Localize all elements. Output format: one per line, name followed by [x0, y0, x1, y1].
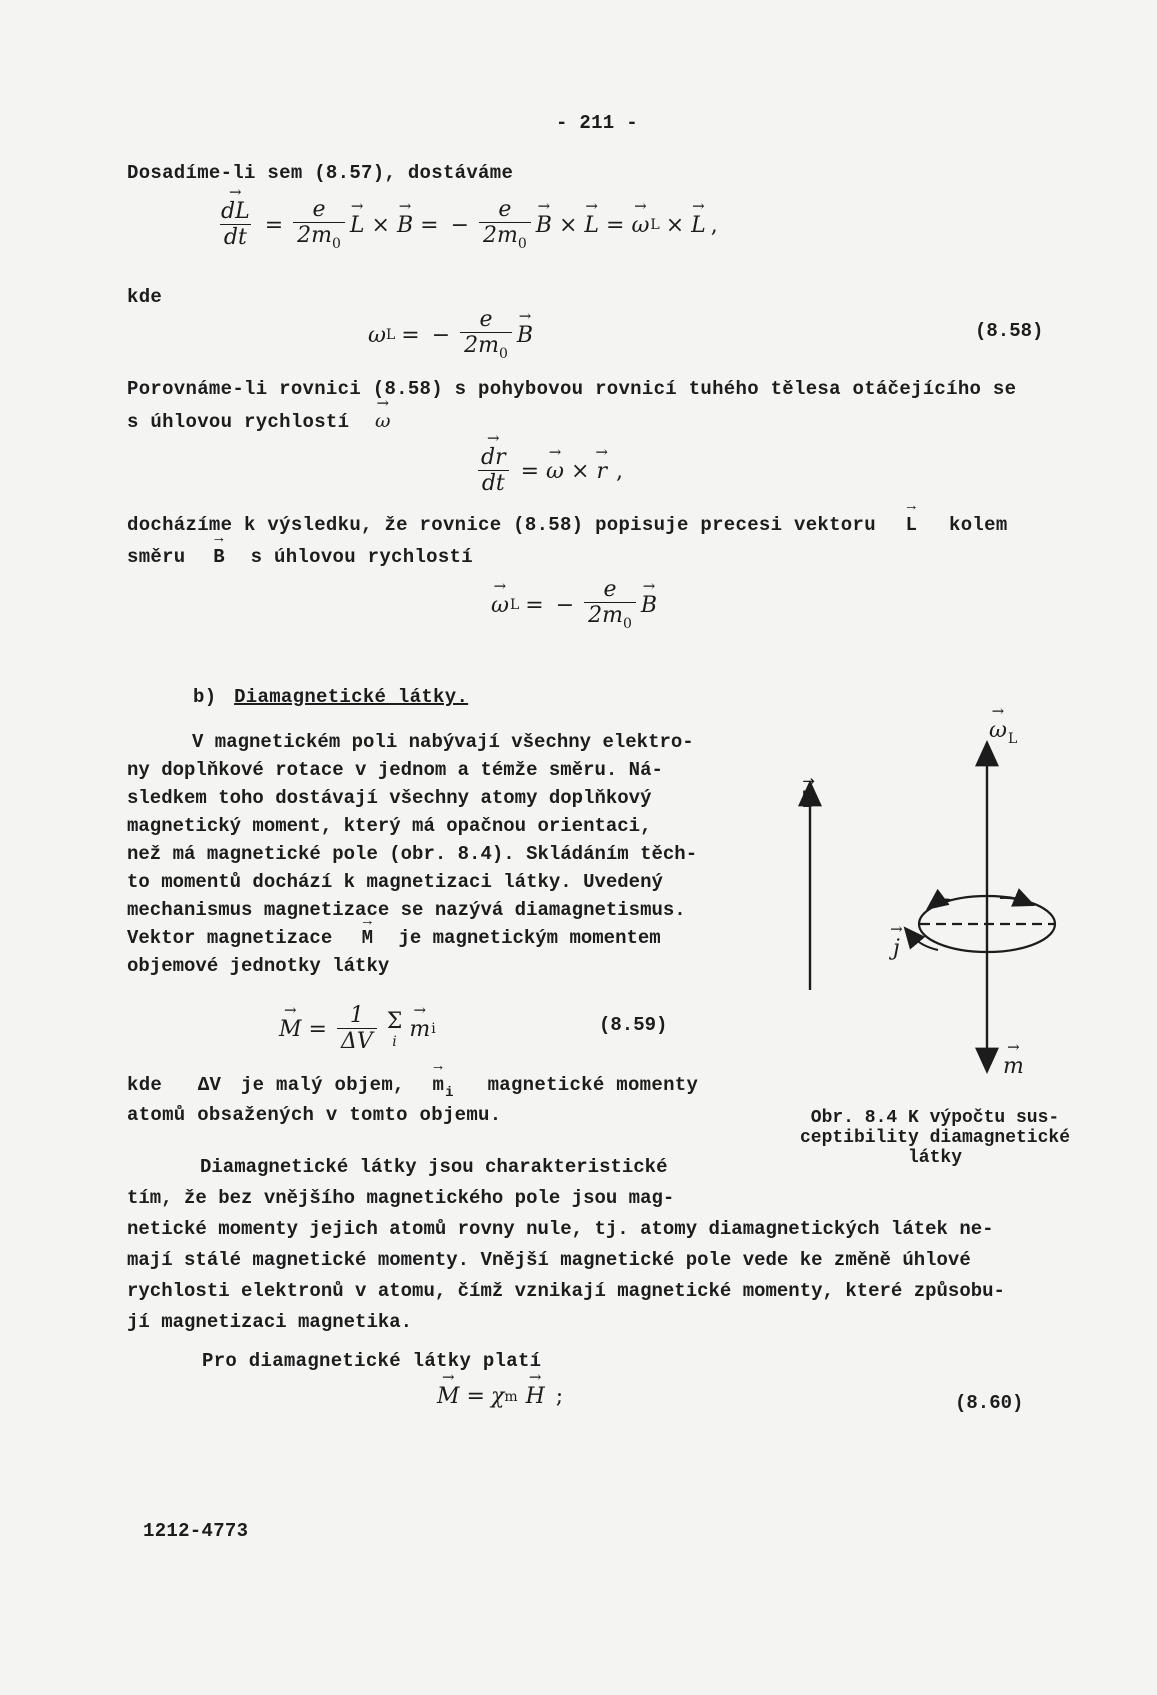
paragraph-line: tím, že bez vnějšího magnetického pole jsou mag- [127, 1187, 675, 1209]
page-number: - 211 - [556, 112, 638, 134]
vector-j: → j [893, 936, 900, 961]
denominator-2m: 2m [588, 603, 623, 629]
paragraph-line [127, 924, 697, 952]
numerator-1: 1 [349, 1003, 364, 1028]
paragraph-line: to momentů dochází k magnetizaci látky. Uvedený [127, 871, 663, 893]
subscript-l: L [385, 327, 396, 344]
paragraph-line: mají stálé magnetické momenty. Vnější magnetické pole vede ke změně úhlové [127, 1249, 971, 1271]
vector-b: → B [801, 788, 816, 813]
denominator-dt: dt [478, 470, 509, 496]
paragraph-law-intro: Pro diamagnetické látky platí [202, 1350, 542, 1372]
vector-m: → M [279, 1017, 302, 1042]
equation-8-60: → M = χ m → H ; [436, 1384, 563, 1409]
definition-line-1 [127, 1074, 698, 1101]
comparison-text: s úhlovou rychlostí [127, 411, 350, 433]
vector-l: → L [350, 213, 365, 238]
subscript-i: i [445, 1085, 454, 1101]
subscript-i: i [431, 1021, 436, 1038]
result-text-angular: s úhlovou rychlostí [250, 546, 473, 568]
vector-dl: → dL [221, 200, 250, 224]
vector-l: → L [691, 213, 706, 238]
subscript-m: m [504, 1388, 518, 1405]
summation [387, 1009, 403, 1050]
vector-b: → B [517, 323, 533, 348]
denominator-dt: dt [220, 224, 251, 250]
label-omega-l [988, 718, 1017, 747]
symbol-chi: χ [490, 1384, 505, 1409]
equation-torque: → $\frac{dL}{dt}$ = $\frac{e}{2m_0}$ → L × → B = − $\frac{e}{2m_0}$ → B × → L = → ω L × → L , [212, 198, 718, 252]
caption-line: Obr. 8.4 K výpočtu sus- [810, 1108, 1060, 1128]
equation-semicolon: ; [555, 1384, 564, 1409]
paragraph-line: sledkem toho dostávají všechny atomy doplňkový [127, 787, 652, 809]
paragraph-text: Vektor magnetizace [127, 927, 333, 949]
equation-comma: , [615, 458, 623, 484]
label-m [1002, 1054, 1025, 1079]
subscript-l: L [509, 597, 520, 614]
paragraph-line: rychlosti elektronů v atomu, čímž vznikají magnetické momenty, které způsobu- [127, 1280, 1005, 1302]
comparison-line-1: Porovnáme-li rovnici (8.58) s pohybovou rovnicí tuhého tělesa otáčejícího se [127, 378, 1017, 400]
equation-number-8-59: (8.59) [599, 1014, 668, 1036]
fraction-e-2m-second: $\frac{e}{2m_0}$ [479, 198, 531, 252]
vector-m: → m [1003, 1054, 1024, 1079]
denominator-2m: 2m [483, 223, 518, 249]
result-line-2 [127, 546, 473, 568]
label-j [892, 936, 901, 961]
summation-index: i [392, 1033, 397, 1050]
denominator-dv: ΔV [337, 1028, 377, 1054]
vector-dr: → dr [481, 446, 506, 470]
paragraph-line: Diamagnetické látky jsou charakteristické [200, 1156, 668, 1178]
paragraph-line: ny doplňkové rotace v jednom a témže směru. Ná- [127, 759, 663, 781]
vector-h: → H [526, 1384, 545, 1409]
symbol-omega: ω [368, 322, 386, 348]
equation-number-8-58: (8.58) [975, 320, 1044, 342]
equation-8-59: → M = $\frac{1}{\Delta V}$ Σ i → m i [278, 1004, 436, 1054]
vector-m: → m [432, 1074, 444, 1096]
result-text: docházíme k výsledku, že rovnice (8.58) popisuje precesi vektoru [127, 514, 876, 536]
paragraph-diamagnetic-properties [127, 1152, 1005, 1338]
vector-omega: → ω [631, 213, 649, 238]
definition-line-2: atomů obsažených v tomto objemu. [127, 1104, 502, 1126]
paragraph-line: magnetický moment, který má opačnou orientaci, [127, 815, 652, 837]
symbol-delta-v: ΔV [197, 1074, 222, 1096]
result-text-direction: směru [127, 546, 186, 568]
fraction-1-dv [337, 1004, 377, 1054]
comparison-line-2 [127, 410, 392, 433]
section-heading [193, 686, 468, 708]
orbit-direction-arrow [1000, 898, 1026, 902]
numerator-e: e [498, 197, 512, 222]
label-b [800, 788, 817, 813]
caption-line: látky [907, 1148, 962, 1168]
result-text-end: kolem [949, 514, 1008, 536]
fraction-e-2m: $\frac{e}{2m_0}$ [584, 578, 636, 632]
paragraph-text: je magnetickým momentem [398, 927, 661, 949]
fraction-e-2m: $\frac{e}{2m_0}$ [460, 308, 512, 362]
paragraph-line: objemové jednotky látky [127, 955, 390, 977]
equation-rigid-body: → $\frac{dr}{dt}$ = → ω × → r , [472, 446, 623, 496]
caption-line: ceptibility diamagnetické [799, 1128, 1071, 1148]
paragraph-diamagnetism [127, 728, 697, 980]
equation-number-8-60: (8.60) [955, 1392, 1024, 1414]
numerator-e: e [479, 307, 493, 332]
paragraph-line: V magnetickém poli nabývají všechny elektro- [192, 731, 694, 753]
vector-l: → L [906, 514, 918, 536]
vector-b: → B [397, 213, 413, 238]
vector-l: → L [584, 213, 599, 238]
word-kde: kde [127, 286, 163, 308]
vector-omega: → ω [546, 459, 564, 484]
definition-text: magnetické momenty [487, 1074, 699, 1096]
vector-r: → r [596, 459, 607, 484]
vector-b: → B [213, 546, 225, 568]
paragraph-line: než má magnetické pole (obr. 8.4). Skládáním těch- [127, 843, 698, 865]
fraction-dl-dt [216, 200, 255, 250]
definition-text: je malý objem, [240, 1074, 405, 1096]
paragraph-line: netické momenty jejich atomů rovny nule, tj. atomy diamagnetických látek ne- [127, 1218, 994, 1240]
equation-8-58: ω L = − $\frac{e}{2m_0}$ → B [368, 308, 534, 362]
denominator-2m: 2m [297, 223, 332, 249]
result-line-1 [127, 514, 1008, 536]
subscript-l: L [1007, 731, 1018, 747]
fraction-e-2m: $\frac{e}{2m_0}$ [293, 198, 345, 252]
vector-omega: → ω [989, 718, 1007, 743]
vector-omega: → ω [491, 593, 509, 618]
vector-m: → m [409, 1017, 430, 1042]
summation-sign: Σ [386, 1008, 403, 1034]
word-kde: kde [127, 1074, 163, 1096]
vector-m: → M [362, 924, 373, 952]
intro-line: Dosadíme-li sem (8.57), dostáváme [127, 162, 514, 184]
denominator-2m: 2m [464, 333, 499, 359]
equation-comma: , [710, 212, 718, 238]
section-label: b) [193, 686, 217, 708]
subscript-l: L [650, 217, 660, 234]
fraction-dr-dt [476, 446, 511, 496]
numerator-e: e [312, 197, 326, 222]
equation-larmor: → ω L = − $\frac{e}{2m_0}$ → B [490, 578, 658, 632]
vector-omega: → ω [375, 410, 391, 432]
vector-m: → M [437, 1384, 460, 1409]
figure-8-4 [770, 700, 1110, 1080]
paragraph-line: jí magnetizaci magnetika. [127, 1311, 413, 1333]
footer-code: 1212-4773 [143, 1520, 249, 1542]
paragraph-line: mechanismus magnetizace se nazývá diamagnetismus. [127, 899, 686, 921]
vector-b: → B [536, 213, 552, 238]
vector-b: → B [641, 593, 657, 618]
section-title: Diamagnetické látky. [234, 686, 469, 708]
numerator-e: e [603, 577, 617, 602]
